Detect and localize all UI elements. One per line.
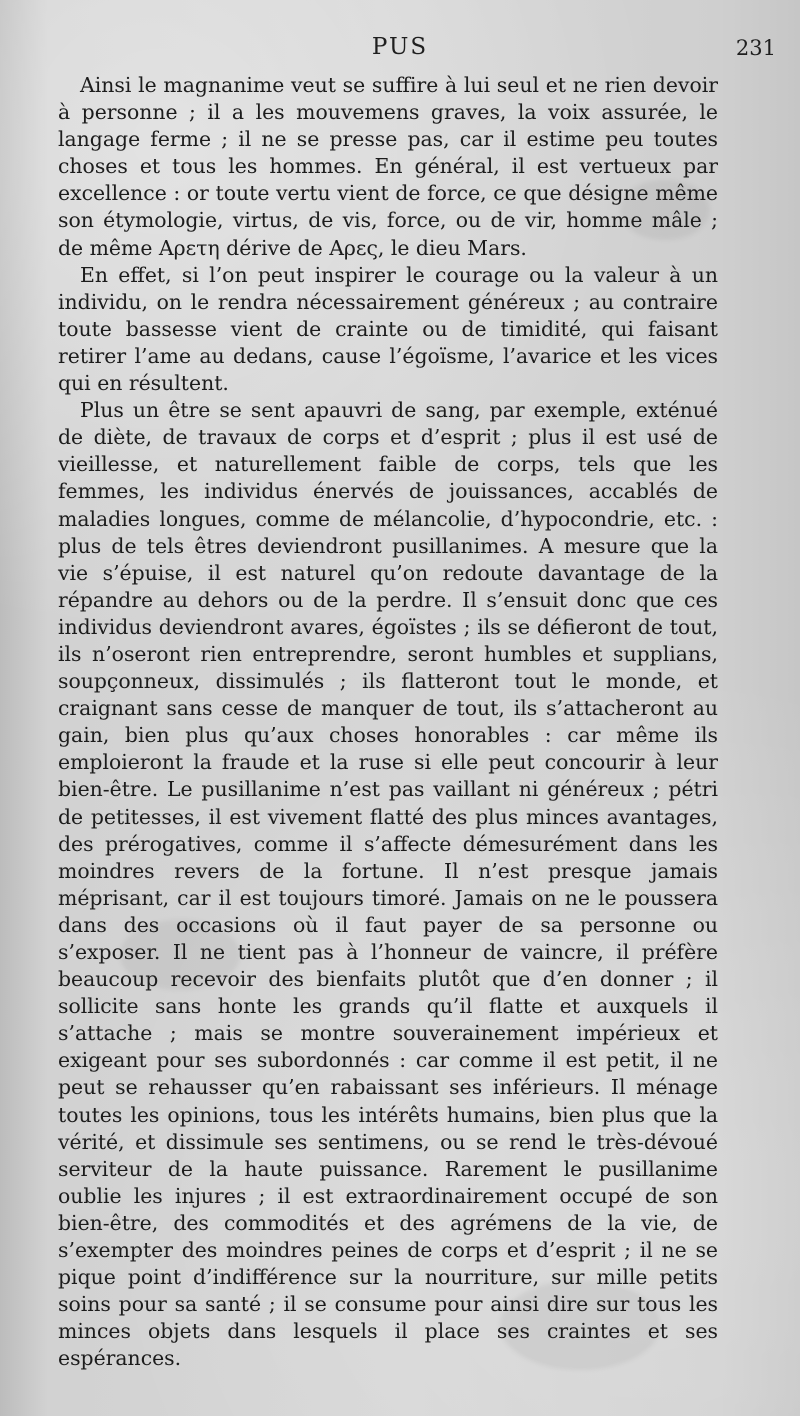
page-number: 231 [735,36,776,60]
page-header [0,34,800,70]
paragraph: En effet, si l’on peut inspirer le courage ou la valeur à un individu, on le rendra nécessairement généreux ; au contraire toute bassesse vient de crainte ou de timidité, qui faisant retirer l’ame au dedans, cause l’égoïsme, l’avarice et les vices qui en résultent. [58,262,718,396]
body-text [58,72,718,1373]
paragraph: Ainsi le magnanime veut se suffire à lui seul et ne rien devoir à personne ; il a les mouvemens graves, la voix assurée, le langage ferme ; il ne se presse pas, car il estime peu toutes choses et tous les hommes. En général, il est vertueux par excellence : or toute vertu vient de force, ce que désigne même son étymologie, virtus, de vis, force, ou de vir, homme mâle ; de même Αρετη dérive de Αρες, le dieu Mars. [58,73,718,260]
running-head: PUS [371,34,429,60]
paragraph: Plus un être se sent apauvri de sang, par exemple, exténué de diète, de travaux de corps et d’esprit ; plus il est usé de vieillesse, et naturellement faible de corps, tels que les femmes, les individus énervés de jouissances, accablés de maladies longues, comme de mélancolie, d’hypocondrie, etc. : plus de tels êtres deviendront pusillanimes. A mesure que la vie s’épuise, il est naturel qu’on redoute davantage de la répandre au dehors ou de la perdre. Il s’ensuit donc que ces individus deviendront avares, égoïstes ; ils se défieront de tout, ils n’oseront rien entreprendre, seront humbles et supplians, soupçonneux, dissimulés ; ils flatteront tout le monde, et craignant sans cesse de manquer de tout, ils s’attacheront au gain, bien plus qu’aux choses honorables : car même ils emploieront la fraude et la ruse si elle peut concourir à leur bien-être. Le pusillanime n’est pas vaillant ni généreux ; pétri de petitesses, il est vivement flatté des plus minces avantages, des prérogatives, comme il s’affecte démesurément dans les moindres revers de la fortune. Il n’est presque jamais méprisant, car il est toujours timoré. Jamais on ne le poussera dans des occasions où il faut payer de sa personne ou s’exposer. Il ne tient pas à l’honneur de vaincre, il préfère beaucoup recevoir des bienfaits plutôt que d’en donner ; il sollicite sans honte les grands qu’il flatte et auxquels il s’attache ; mais se montre souverainement impérieux et exigeant pour ses subordonnés : car comme il est petit, il ne peut se rehausser qu’en rabaissant ses inférieurs. Il ménage toutes les opinions, tous les intérêts humains, bien plus que la vérité, et dissimule ses sentimens, ou se rend le très-dévoué serviteur de la haute puissance. Rarement le pusillanime oublie les injures ; il est extraordinairement occupé de son bien-être, des commodités et des agrémens de la vie, de s’exempter des moindres peines de corps et d’esprit ; il ne se pique point d’indifférence sur la nourriture, sur mille petits soins pour sa santé ; il se consume pour ainsi dire sur tous les minces objets dans lesquels il place ses craintes et ses espérances. [58,398,718,1371]
